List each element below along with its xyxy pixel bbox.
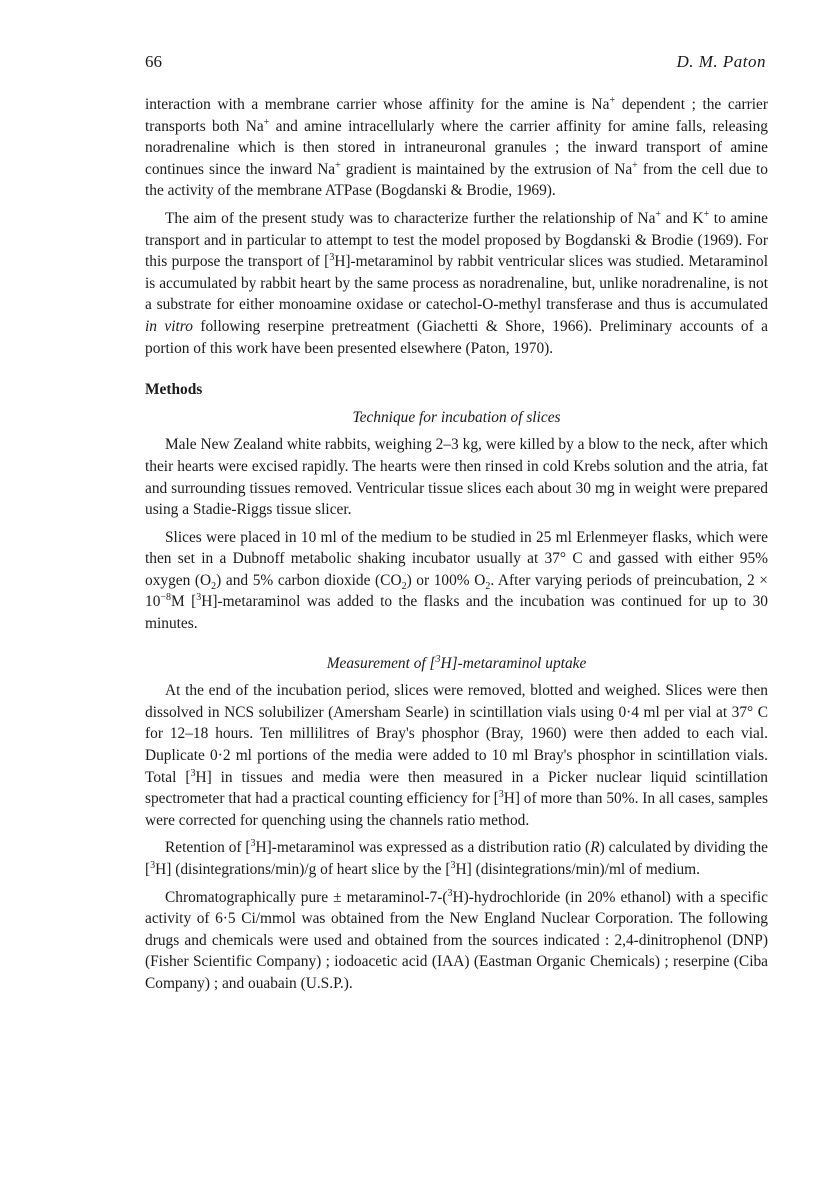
paragraph-aim: The aim of the present study was to characterize further the relationship of Na+ and K+ to amine transport and in particular to attempt to test the model proposed by Bogdanski & Brodie (1969). For this purpose the transport of [$^3$H]-metaraminol by rabbit ventricular slices was studied. Metaraminol is accumulated by rabbit heart by the same process as noradrenaline, but, unlike noradrenaline, is not a substrate for either monoamine oxidase or catechol-O-methyl transferase and thus is accumulated in vitro following reserpine pretreatment (Giachetti & Shore, 1966). Preliminary accounts of a portion of this work have been presented elsewhere (Paton, 1970). [145, 208, 768, 357]
paragraph-rabbits: Male New Zealand white rabbits, weighing 2–3 kg, were killed by a blow to the neck, after which their hearts were excised rapidly. The hearts were then rinsed in cold Krebs solution and the atria, fat and surrounding tissues removed. Ventricular tissue slices each about 30 mg in weight were prepared using a Stadie-Riggs tissue slicer. [145, 436, 768, 519]
page-number: 66 [145, 52, 162, 71]
subheading-measurement: Measurement of [$^3$H]-metaraminol uptake [326, 653, 587, 672]
paragraph-retention: Retention of [$^3$H]-metaraminol was expressed as a distribution ratio (R) calculated by dividing the [$^3$H] (disintegrations/min)/g of heart slice by the [$^3$H] (disintegrations/min)/ml of medium. [145, 838, 769, 878]
subheading-incubation: Technique for incubation of slices [352, 408, 561, 426]
running-author: D. M. Paton [676, 52, 766, 71]
paragraph-carrier-model: interaction with a membrane carrier whose affinity for the amine is Na+ dependent ; the carrier transports both Na+ and amine intracellularly where the carrier affinity for amine falls, releasing noradrenaline which is then stored in intraneuronal granules ; the inward transport of amine continues since the inward Na+ gradient is maintained by the extrusion of Na+ from the cell due to the activity of the membrane ATPase (Bogdanski & Brodie, 1969). [145, 94, 769, 200]
methods-heading: Methods [145, 381, 203, 399]
paragraph-measurement: At the end of the incubation period, slices were removed, blotted and weighed. Slices were then dissolved in NCS solubilizer (Amersham Searle) in scintillation vials using 0·4 ml per vial at 37° C for 12–18 hours. Ten millilitres of Bray's phosphor (Bray, 1960) were then added to each vial. Duplicate 0·2 ml portions of the media were added to 10 ml Bray's phosphor in scintillation vials. Total [$^3$H] in tissues and media were then measured in a Picker nuclear liquid scintillation spectrometer that had a practical counting efficiency for [$^3$H] of more than 50%. In all cases, samples were corrected for quenching using the channels ratio method. [145, 682, 768, 829]
paragraph-chemicals: Chromatographically pure ± metaraminol-7-($^3$H)-hydrochloride (in 20% ethanol) with a specific activity of 6·5 Ci/mmol was obtained from the New England Nuclear Corporation. The following drugs and chemicals were used and obtained from the sources indicated : 2,4-dinitrophenol (DNP) (Fisher Scientific Company) ; iodoacetic acid (IAA) (Eastman Organic Chemicals) ; reserpine (Ciba Company) ; and ouabain (U.S.P.). [145, 887, 768, 992]
paragraph-slices: Slices were placed in 10 ml of the medium to be studied in 25 ml Erlenmeyer flasks, which were then set in a Dubnoff metabolic shaking incubator usually at 37° C and gassed with either 95% oxygen $(O_2)$ and 5% carbon dioxide $(CO_2)$ or 100% $O_2$. After varying periods of preincubation, $2 \times 10^{-8}M$ [$^3$H]-metaraminol was added to the flasks and the incubation was continued for up to 30 minutes. [145, 528, 768, 633]
article-body [145, 94, 768, 1001]
